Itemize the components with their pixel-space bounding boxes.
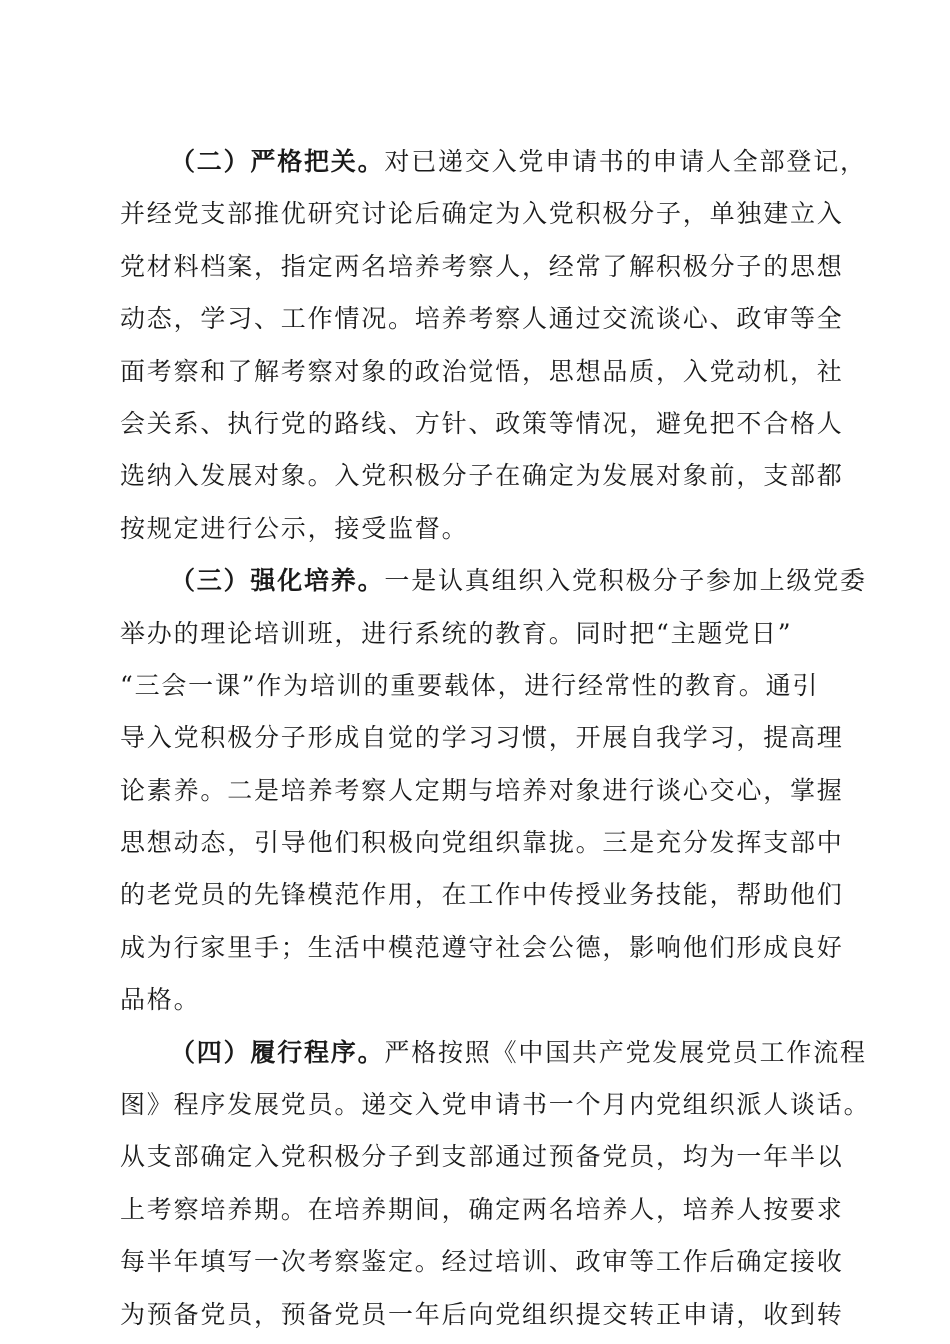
paragraph-line: 动态，学习、工作情况。培养考察人通过交流谈心、政审等全: [120, 304, 844, 334]
paragraph-line: 思想动态，引导他们积极向党组织靠拢。三是充分发挥支部中: [120, 828, 844, 858]
paragraph-line: 举办的理论培训班，进行系统的教育。同时把“主题党日”: [120, 618, 793, 648]
text-run: 一是认真组织入党积极分子参加上级党委: [384, 566, 867, 596]
paragraph-line: [120, 136, 867, 188]
paragraph-line: 并经党支部推优研究讨论后确定为入党积极分子，单独建立入: [120, 199, 844, 229]
paragraph-line: 选纳入发展对象。入党积极分子在确定为发展对象前，支部都: [120, 461, 844, 491]
document-body: [120, 136, 871, 1341]
paragraph-line: 论素养。二是培养考察人定期与培养对象进行谈心交心，掌握: [120, 775, 844, 805]
paragraph-line: 上考察培养期。在培养期间，确定两名培养人，培养人按要求: [120, 1194, 844, 1224]
paragraph-line: 从支部确定入党积极分子到支部通过预备党员，均为一年半以: [120, 1142, 844, 1172]
section-heading: （二）严格把关。: [170, 147, 385, 176]
paragraph-line: 党材料档案，指定两名培养考察人，经常了解积极分子的思想: [120, 251, 844, 281]
paragraph-line: “三会一课”作为培训的重要载体，进行经常性的教育。通引: [120, 670, 820, 700]
paragraph-line: 图》程序发展党员。递交入党申请书一个月内党组织派人谈话。: [120, 1090, 871, 1120]
paragraph-line: 为预备党员，预备党员一年后向党组织提交转正申请，收到转: [120, 1299, 844, 1329]
paragraph-line: 面考察和了解考察对象的政治觉悟，思想品质，入党动机，社: [120, 356, 844, 386]
text-run: 严格按照《中国共产党发展党员工作流程: [384, 1037, 867, 1067]
section-heading: （三）强化培养。: [170, 566, 385, 596]
section-heading: （四）履行程序。: [170, 1037, 385, 1067]
paragraph-line: 会关系、执行党的路线、方针、政策等情况，避免把不合格人: [120, 408, 844, 438]
paragraph-line: 每半年填写一次考察鉴定。经过培训、政审等工作后确定接收: [120, 1247, 844, 1277]
paragraph-line: 按规定进行公示，接受监督。: [120, 513, 469, 543]
paragraph-line: [120, 1027, 867, 1079]
paragraph-line: 的老党员的先锋模范作用，在工作中传授业务技能，帮助他们: [120, 880, 844, 910]
text-run: 对已递交入党申请书的申请人全部登记，: [384, 147, 867, 176]
paragraph-line: [120, 555, 867, 607]
paragraph-line: 成为行家里手；生活中模范遵守社会公德，影响他们形成良好: [120, 932, 844, 962]
paragraph-line: 导入党积极分子形成自觉的学习习惯，开展自我学习，提高理: [120, 723, 844, 753]
paragraph-line: 品格。: [120, 985, 201, 1015]
